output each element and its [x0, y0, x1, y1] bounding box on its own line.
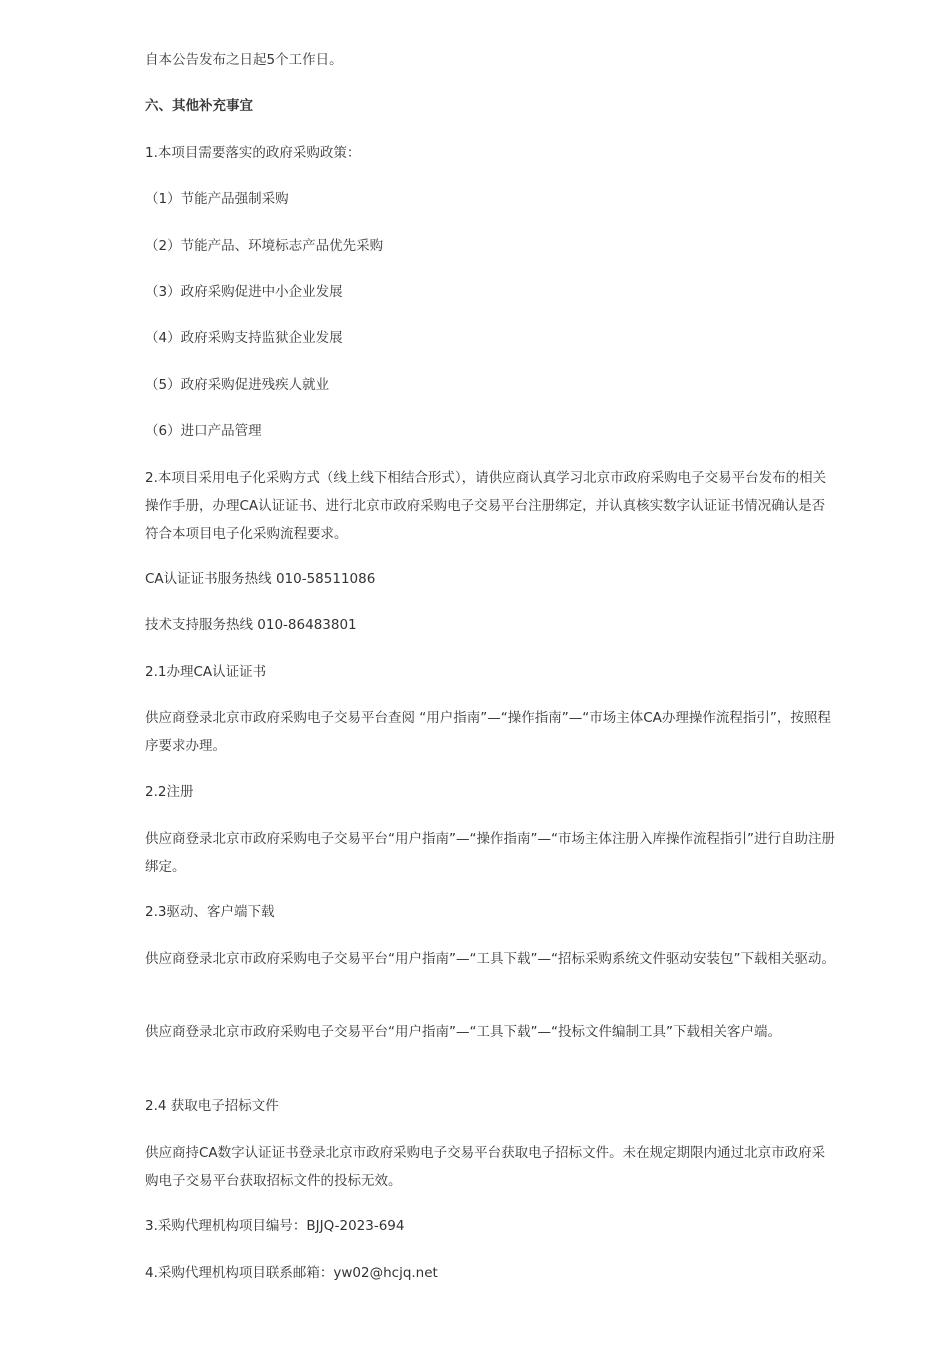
- client-download-instructions: 供应商登录北京市政府采购电子交易平台“用户指南”—“工具下载”—“投标文件编制工具”下载相关客户端。: [145, 1024, 781, 1040]
- subheading-2-1: 2.1办理CA认证证书: [145, 664, 267, 680]
- policy-item-6: （6）进口产品管理: [145, 423, 262, 439]
- policy-item-5: （5）政府采购促进残疾人就业: [145, 377, 330, 393]
- deadline-text: 自本公告发布之日起5个工作日。: [145, 52, 343, 68]
- electronic-procurement-paragraph: 2.本项目采用电子化采购方式（线上线下相结合形式），请供应商认真学习北京市政府采购电子交易平台发布的相关操作手册，办理CA认证证书、进行北京市政府采购电子交易平台注册绑定，并认真核实数字认证证书情况确认是否符合本项目电子化采购流程要求。: [145, 470, 827, 542]
- policy-item-3: （3）政府采购促进中小企业发展: [145, 284, 343, 300]
- subheading-2-2: 2.2注册: [145, 784, 194, 800]
- project-email: 4.采购代理机构项目联系邮箱：yw02@hcjq.net: [145, 1265, 438, 1281]
- policy-item-1: （1）节能产品强制采购: [145, 191, 289, 207]
- ca-instructions: 供应商登录北京市政府采购电子交易平台查阅 “用户指南”—“操作指南”—“市场主体CA办理操作流程指引”，按照程序要求办理。: [145, 710, 831, 754]
- subheading-2-3: 2.3驱动、客户端下载: [145, 904, 275, 920]
- tech-support-hotline: 技术支持服务热线 010-86483801: [145, 617, 357, 633]
- subheading-2-4: 2.4 获取电子招标文件: [145, 1098, 279, 1114]
- register-instructions: 供应商登录北京市政府采购电子交易平台“用户指南”—“操作指南”—“市场主体注册入库操作流程指引”进行自助注册绑定。: [145, 831, 835, 875]
- tender-file-instructions: 供应商持CA数字认证证书登录北京市政府采购电子交易平台获取电子招标文件。未在规定期限内通过北京市政府采购电子交易平台获取招标文件的投标无效。: [145, 1145, 826, 1189]
- driver-download-instructions: 供应商登录北京市政府采购电子交易平台“用户指南”—“工具下载”—“招标采购系统文件驱动安装包”下载相关驱动。: [145, 951, 835, 967]
- policy-item-4: （4）政府采购支持监狱企业发展: [145, 330, 343, 346]
- policy-intro: 1.本项目需要落实的政府采购政策：: [145, 145, 361, 161]
- project-number: 3.采购代理机构项目编号：BJJQ-2023-694: [145, 1218, 405, 1234]
- policy-item-2: （2）节能产品、环境标志产品优先采购: [145, 238, 384, 254]
- ca-hotline: CA认证证书服务热线 010-58511086: [145, 571, 376, 587]
- section-heading-6: 六、其他补充事宜: [145, 98, 253, 114]
